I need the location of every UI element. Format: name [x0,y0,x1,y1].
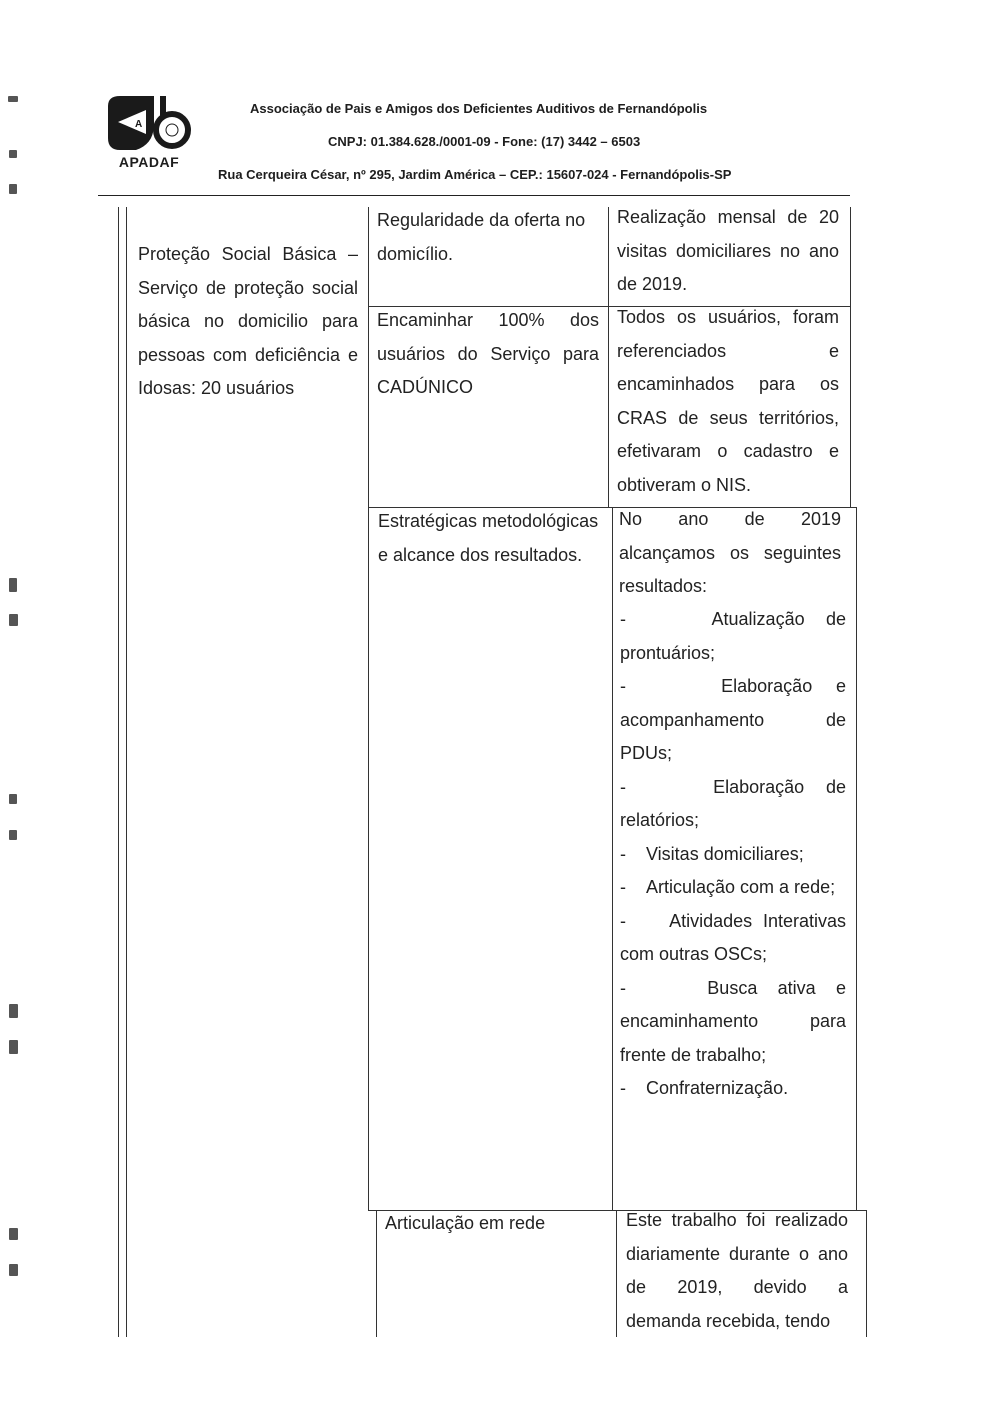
table-border-right-c [866,1210,867,1337]
scan-artifact [9,1228,18,1240]
scan-artifact [9,150,17,158]
list-item: - Busca ativa e encaminhamento para frente de trabalho; [620,972,846,1073]
table-col-divider-2b [612,507,613,1210]
table-col-divider-1 [368,207,369,1210]
logo-emblem-icon [102,92,196,154]
scan-artifact [9,830,17,840]
table-border-right-b [856,507,857,1210]
list-item: - Elaboração e acompanhamento de PDUs; [620,670,846,771]
indicator-row-3: Estratégicas metodológicas e alcance dos resultados. [378,511,599,565]
list-item: - Articulação com a rede; [620,871,846,905]
logo-text: APADAF [118,154,180,170]
table-col-divider-2c [616,1210,617,1337]
list-item: - Elaboração de relatórios; [620,771,846,838]
list-item: - Visitas domiciliares; [620,838,846,872]
svg-text:A: A [135,119,143,130]
scan-artifact [9,1004,18,1018]
indicator-row-4: Articulação em rede [385,1213,546,1233]
table-col-divider-1b [376,1210,377,1337]
indicator-row-1: Regularidade da oferta no domicílio. [377,210,586,264]
scan-artifact [9,614,18,626]
apadaf-logo [102,92,196,172]
table-border-left-inner [126,207,127,1337]
org-address: Rua Cerqueira César, nº 295, Jardim América – CEP.: 15607-024 - Fernandópolis-SP [218,167,732,182]
scan-artifact [9,1040,18,1054]
list-item: - Atividades Interativas com outras OSCs; [620,905,846,972]
scan-artifact [8,96,18,102]
org-contact: CNPJ: 01.384.628./0001-09 - Fone: (17) 3442 – 6503 [328,134,641,149]
list-item: - Atualização de prontuários; [620,603,846,670]
scan-artifact [9,794,17,804]
result-row-3-intro: No ano de 2019 alcançamos os seguintes resultados: [619,509,841,596]
table-col-divider-2 [608,207,609,507]
result-row-4: Este trabalho foi realizado diariamente durante o ano de 2019, devido a demanda recebida, tendo [626,1210,848,1331]
scan-artifact [9,578,17,592]
indicator-row-2: Encaminhar 100% dos usuários do Serviço para CADÚNICO [377,310,599,397]
scan-artifact [9,1264,18,1276]
scan-artifact [9,184,17,194]
results-list [620,603,846,1106]
result-row-1: Realização mensal de 20 visitas domiciliares no ano de 2019. [617,207,839,294]
list-item: - Confraternização. [620,1072,846,1106]
result-row-2: Todos os usuários, foram referenciados e encaminhados para os CRAS de seus territórios, efetivaram o cadastro e obtiveram o NIS. [617,307,839,495]
service-description: Proteção Social Básica – Serviço de proteção social básica no domicilio para pessoas com deficiência e Idosas: 20 usuários [138,244,358,398]
table-border-left [118,207,119,1337]
org-name: Associação de Pais e Amigos dos Deficientes Auditivos de Fernandópolis [250,101,708,116]
table-border-right [850,207,851,507]
header-divider [98,195,850,196]
